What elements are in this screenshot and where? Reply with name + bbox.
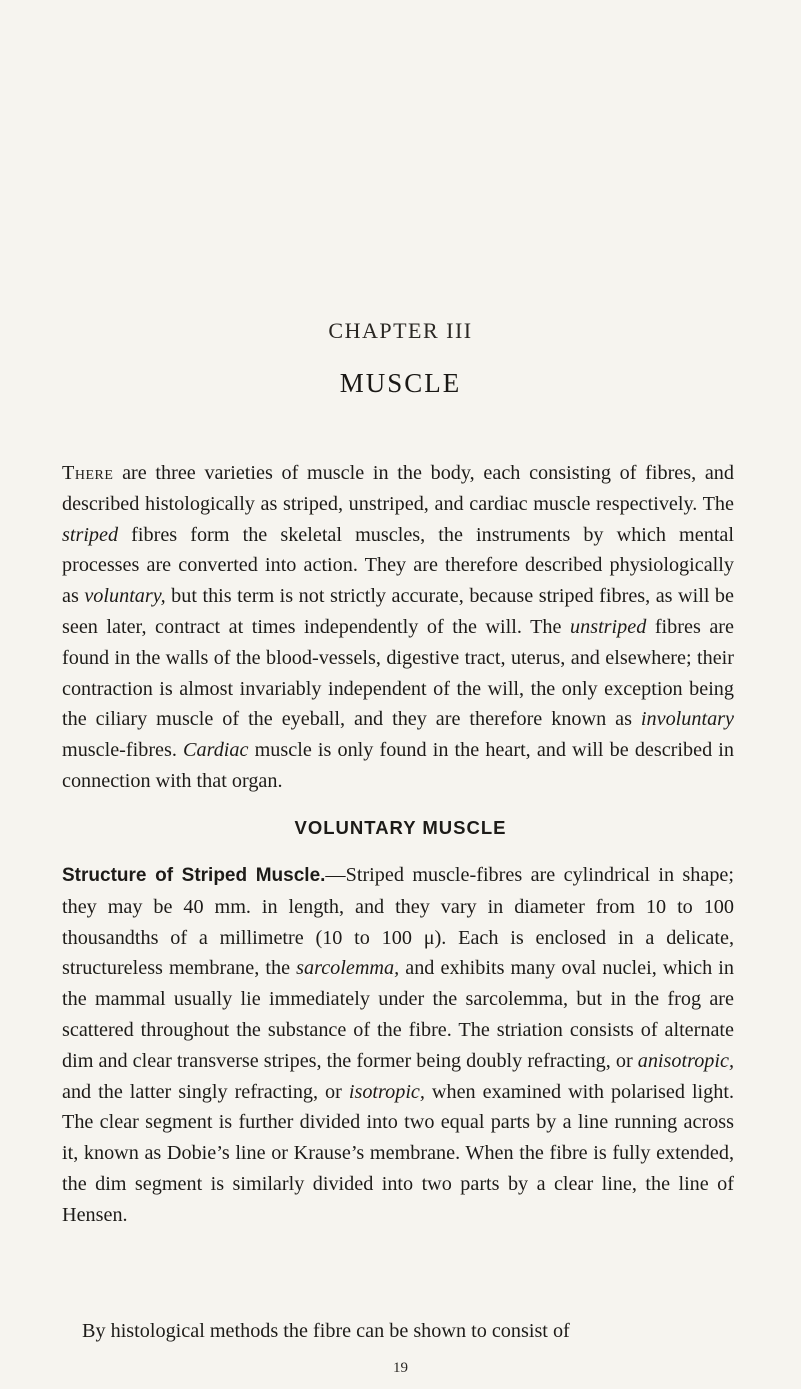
structure-paragraph — [62, 860, 734, 1231]
intro-text: fibres form the skeletal muscles, the instruments by which mental processes are converted into action. They are therefore described physiologically as — [62, 523, 734, 608]
structure-emphasis: sarcolemma, — [296, 957, 400, 980]
structure-emphasis: isotropic, — [348, 1080, 425, 1103]
chapter-label: CHAPTER III — [328, 318, 473, 343]
intro-emphasis: voluntary, — [84, 585, 166, 608]
structure-emphasis: anisotropic, — [637, 1049, 734, 1072]
structure-text: and exhibits many oval nuclei, which in the mammal usually lie immediately under the sarcolemma, but in the frog are scattered throughout the substance of the fibre. The striation consists of alternate dim and clear transverse stripes, the former being doubly refracting, or — [62, 957, 734, 1072]
intro-text: muscle is only found in the heart, and will be described in connection with that organ. — [62, 739, 734, 792]
intro-emphasis: involuntary — [640, 708, 734, 731]
intro-emphasis: striped — [62, 523, 119, 546]
chapter-title: MUSCLE — [339, 368, 462, 398]
structure-runin-heading: Structure of Striped Muscle. — [62, 865, 326, 886]
intro-text: are three varieties of muscle in the body, each consisting of fibres, and described histologically as striped, unstriped, and cardiac muscle respectively. The — [62, 462, 734, 515]
intro-emphasis: unstriped — [570, 615, 647, 638]
intro-first-word: There — [62, 462, 114, 484]
intro-text: fibres are found in the walls of the blood-vessels, digestive tract, uterus, and elsewhere; their contraction is almost invariably independent of the will, the only exception being the ciliary muscle of the eyeball, and they are therefore known as — [62, 615, 734, 731]
structure-text: and the latter singly refracting, or — [62, 1080, 349, 1103]
intro-text: muscle-fibres. — [62, 739, 184, 762]
structure-text: —Striped muscle-fibres are cylindrical in shape; they may be 40 mm. in length, and they vary in diameter from 10 to 100 thousandths of a millimetre (10 to 100 μ). Each is enclosed in a delicate, structureless membrane, the — [62, 864, 735, 980]
page-number: 19 — [393, 1360, 408, 1376]
section-heading: VOLUNTARY MUSCLE — [294, 817, 507, 838]
histology-text: By histological methods the fibre can be shown to consist of — [82, 1320, 570, 1342]
intro-emphasis: Cardiac — [183, 739, 249, 762]
intro-text: but this term is not strictly accurate, because striped fibres, as will be seen later, contract at times independently of the will. The — [62, 585, 734, 638]
structure-text: when examined with polarised light. The clear segment is further divided into two equal parts by a line running across it, known as Dobie’s line or Krause’s membrane. When the fibre is fully extended, the dim segment is similarly divided into two parts by a clear line, the line of Hensen. — [62, 1080, 735, 1226]
intro-paragraph — [62, 458, 734, 797]
histology-paragraph — [62, 1316, 734, 1347]
